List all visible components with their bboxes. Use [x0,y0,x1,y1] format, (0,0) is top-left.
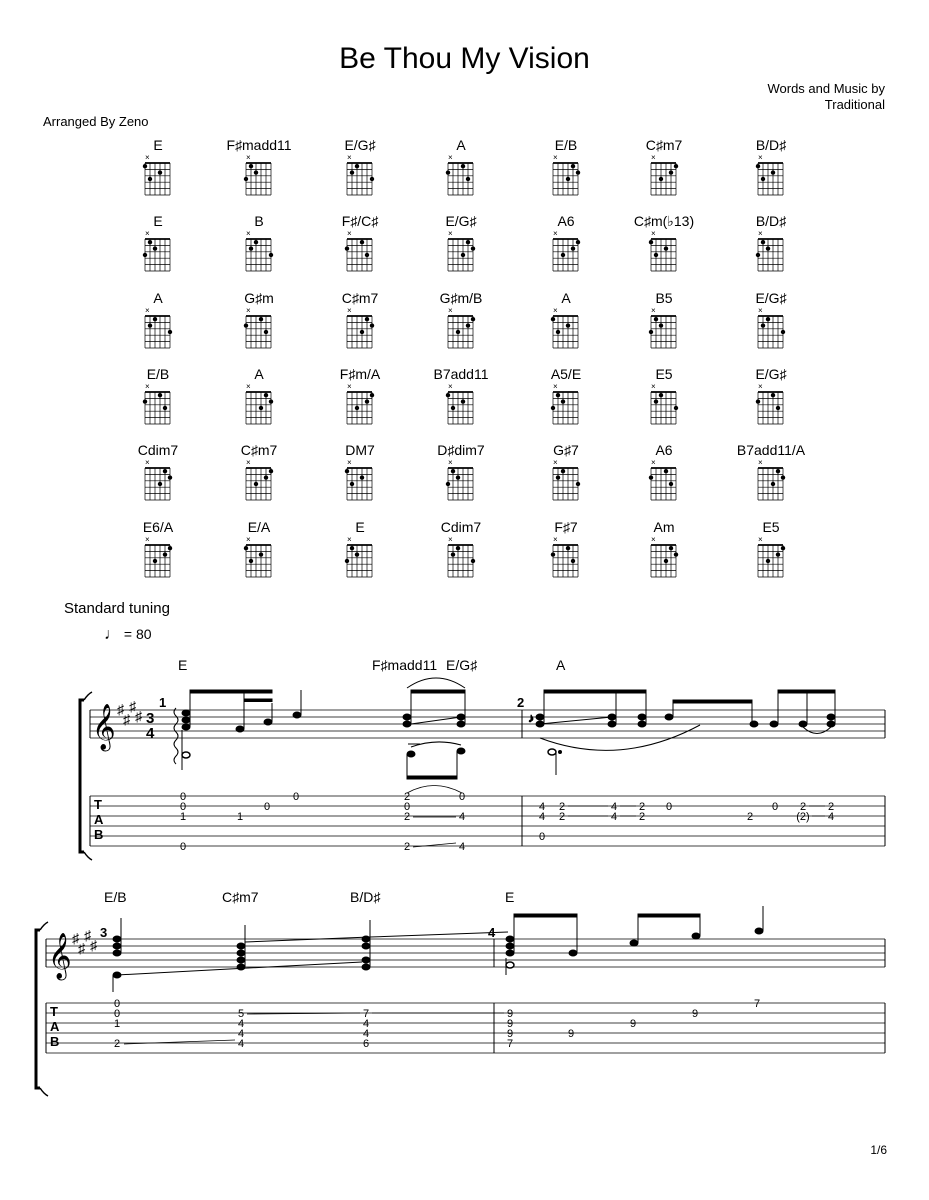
score-chord-e: E [178,657,188,673]
svg-text:2: 2 [638,811,646,823]
chord-name: A6 [655,442,673,458]
svg-text:×: × [651,382,656,391]
tab-letter-a: A [94,812,104,827]
chord-name: G♯7 [553,442,579,458]
chord-name: E5 [762,519,780,535]
svg-text:×: × [553,382,558,391]
measure-4-notation [506,906,763,975]
chord-name: B5 [655,290,673,306]
system2-bracket [36,930,40,1088]
score-chord-a: A [556,657,566,673]
chord-name: C♯m7 [240,442,278,458]
chord-name: F♯/C♯ [341,213,379,229]
svg-text:4: 4 [538,801,546,813]
chord-name: F♯7 [554,519,578,535]
chord-name: A [561,290,571,306]
tuning-label: Standard tuning [64,600,170,617]
svg-text:0: 0 [179,801,187,813]
svg-text:6: 6 [362,1038,370,1050]
svg-text:♯: ♯ [78,940,85,956]
svg-text:9: 9 [691,1008,699,1020]
quarter-note-icon: ♩ [104,626,120,643]
tempo-value: = 80 [123,626,152,642]
svg-text:×: × [448,153,453,162]
treble-clef-icon-2: 𝄞 [48,934,72,978]
svg-text:1: 1 [113,1018,121,1030]
svg-text:×: × [246,153,251,162]
score-chord-e-2: E [505,889,515,905]
svg-text:×: × [758,535,763,544]
chord-name: Cdim7 [137,442,179,458]
svg-text:0: 0 [113,1008,121,1020]
svg-text:0: 0 [403,801,411,813]
svg-text:×: × [347,229,352,238]
system-bracket [80,700,84,852]
svg-text:2: 2 [403,791,411,803]
svg-text:♯: ♯ [123,711,130,727]
chord-name: C♯m7 [645,137,683,153]
svg-text:2: 2 [113,1038,121,1050]
measure-3-notation [113,918,508,992]
chord-name: E [153,213,163,229]
measure-number-3: 3 [100,925,108,940]
svg-text:4: 4 [458,841,466,853]
svg-text:×: × [347,382,352,391]
tab-measure-4 [507,998,760,1050]
score-chord-csharp-m7: C♯m7 [222,889,259,905]
treble-clef-icon: 𝄞 [92,705,116,749]
svg-text:4: 4 [362,1018,370,1030]
svg-text:2: 2 [558,811,566,823]
svg-text:4: 4 [237,1038,245,1050]
svg-text:4: 4 [237,1028,245,1040]
credit-words-music: Words and Music by [767,81,885,96]
measure-number-4: 4 [488,925,496,940]
svg-text:×: × [758,458,763,467]
svg-text:×: × [145,535,150,544]
measure-1-notation [174,678,465,779]
chord-name: B/D♯ [755,213,787,229]
svg-text:×: × [246,229,251,238]
tab-letter-b: B [94,827,104,842]
chord-name: C♯m7 [341,290,379,306]
svg-text:(2): (2) [796,811,810,823]
svg-text:0: 0 [113,998,121,1010]
chord-name: A [153,290,163,306]
chord-name: C♯m(♭13) [633,213,695,229]
tab2-letter-a: A [50,1019,60,1034]
svg-text:×: × [145,306,150,315]
svg-text:×: × [448,535,453,544]
chord-name: E5 [655,366,673,382]
svg-text:×: × [758,153,763,162]
chord-name: G♯m/B [439,290,483,306]
svg-text:♯: ♯ [135,708,142,724]
svg-text:×: × [758,229,763,238]
svg-text:×: × [347,306,352,315]
svg-text:2: 2 [799,801,807,813]
chord-name: B/D♯ [755,137,787,153]
svg-text:×: × [347,153,352,162]
chord-name: F♯madd11 [226,137,292,153]
tab2-letter-t: T [50,1004,58,1019]
chord-name: A [254,366,264,382]
time-sig-bottom: 4 [146,725,155,742]
tab-measure-3 [114,998,369,1050]
svg-text:×: × [553,153,558,162]
svg-text:4: 4 [610,811,618,823]
svg-text:2: 2 [558,801,566,813]
chord-name: Am [653,519,675,535]
svg-text:0: 0 [263,801,271,813]
svg-text:×: × [448,382,453,391]
svg-text:2: 2 [403,811,411,823]
svg-text:2: 2 [638,801,646,813]
svg-text:4: 4 [237,1018,245,1030]
svg-text:9: 9 [506,1008,514,1020]
svg-text:2: 2 [827,801,835,813]
chord-name: G♯m [244,290,274,306]
score-chord-e-b: E/B [104,889,127,905]
tab-measure-1 [180,791,465,853]
svg-text:0: 0 [292,791,300,803]
tab-measure-2 [539,801,834,843]
tab2-letter-b: B [50,1034,60,1049]
chord-name: E/B [554,137,578,153]
svg-text:0: 0 [179,791,187,803]
svg-text:4: 4 [362,1028,370,1040]
svg-text:4: 4 [827,811,835,823]
svg-text:4: 4 [610,801,618,813]
credit-traditional: Traditional [824,97,885,112]
svg-text:0: 0 [665,801,673,813]
svg-text:9: 9 [506,1018,514,1030]
svg-text:×: × [347,458,352,467]
chord-name: A6 [557,213,575,229]
measure-number-2: 2 [517,695,525,710]
staff-lines [90,710,885,738]
svg-text:2: 2 [403,841,411,853]
svg-text:×: × [758,306,763,315]
svg-text:×: × [246,306,251,315]
svg-text:×: × [553,229,558,238]
measure-2-notation [528,690,835,775]
svg-text:0: 0 [771,801,779,813]
chord-name: E/G♯ [445,213,477,229]
page-title: Be Thou My Vision [339,42,590,75]
chord-name: B [254,213,264,229]
svg-text:×: × [246,535,251,544]
chord-name: E/G♯ [755,290,787,306]
svg-text:×: × [651,153,656,162]
svg-text:×: × [448,458,453,467]
chord-name: A [456,137,466,153]
svg-text:7: 7 [362,1008,370,1020]
svg-text:×: × [145,153,150,162]
svg-text:×: × [651,229,656,238]
svg-text:4: 4 [538,811,546,823]
svg-text:0: 0 [179,841,187,853]
staff2-lines [46,939,885,967]
score-chord-fsharp-madd11: F♯madd11 [372,657,438,673]
svg-text:♪: ♪ [528,711,534,725]
chord-name: B7add11 [433,366,489,382]
score-chord-e-gsharp: E/G♯ [446,657,478,673]
svg-text:0: 0 [458,791,466,803]
svg-text:1: 1 [236,811,244,823]
chord-name: D♯dim7 [437,442,485,458]
svg-text:♯: ♯ [84,927,91,943]
tab-letter-t: T [94,797,102,812]
svg-text:♯: ♯ [72,930,79,946]
score-chord-b-dsharp: B/D♯ [350,889,381,905]
svg-text:×: × [145,229,150,238]
chord-name: E/G♯ [344,137,376,153]
svg-text:×: × [651,306,656,315]
chord-name: E/A [247,519,271,535]
chord-name: DM7 [345,442,375,458]
svg-text:×: × [347,535,352,544]
svg-text:×: × [448,306,453,315]
svg-text:×: × [145,382,150,391]
key-signature [117,698,143,727]
svg-text:×: × [651,535,656,544]
svg-text:7: 7 [506,1038,514,1050]
svg-text:×: × [246,458,251,467]
page-number: 1/6 [870,1143,887,1157]
svg-text:×: × [553,306,558,315]
chord-name: F♯m/A [339,366,381,382]
svg-text:9: 9 [506,1028,514,1040]
chord-name: Cdim7 [440,519,482,535]
key-signature-2 [72,927,98,956]
svg-text:♯: ♯ [129,698,136,714]
svg-text:×: × [145,458,150,467]
svg-text:2: 2 [746,811,754,823]
svg-text:5: 5 [237,1008,245,1020]
svg-text:♯: ♯ [90,937,97,953]
chord-name: E6/A [142,519,174,535]
svg-text:4: 4 [458,811,466,823]
chord-name: A5/E [550,366,582,382]
svg-text:×: × [553,458,558,467]
chord-name: E [153,137,163,153]
tab2-lines [46,1003,885,1053]
svg-text:9: 9 [567,1028,575,1040]
chord-name: E/B [146,366,170,382]
svg-text:1: 1 [179,811,187,823]
chord-name: E [355,519,365,535]
svg-text:♯: ♯ [117,701,124,717]
svg-text:×: × [246,382,251,391]
chord-name: B7add11/A [736,442,806,458]
svg-text:×: × [553,535,558,544]
tab-lines [90,796,885,846]
svg-text:×: × [448,229,453,238]
svg-text:0: 0 [538,831,546,843]
svg-text:×: × [651,458,656,467]
svg-text:9: 9 [629,1018,637,1030]
arranger-credit: Arranged By Zeno [43,114,149,129]
chord-name: E/G♯ [755,366,787,382]
svg-text:7: 7 [753,998,761,1010]
measure-number-1: 1 [159,695,167,710]
svg-text:×: × [758,382,763,391]
time-sig-top: 3 [146,710,155,727]
